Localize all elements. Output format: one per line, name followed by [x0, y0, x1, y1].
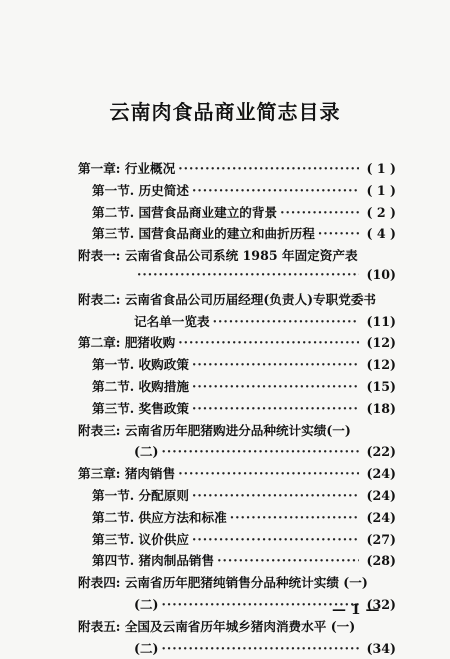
- toc-entry: [78, 289, 396, 311]
- toc-entry-page: (24): [366, 487, 396, 503]
- toc-entry-page: (24): [366, 466, 396, 482]
- toc-entry-label: 第三节. 议价供应: [92, 531, 189, 547]
- dot-leader: [178, 161, 359, 176]
- toc-entry-label: 附表二: 云南省食品公司历届经理(负责人)专职党委书: [78, 291, 377, 307]
- toc-entry-label: 第一章: 行业概况: [78, 161, 176, 176]
- table-of-contents: [78, 158, 396, 659]
- toc-entry: [78, 550, 396, 572]
- toc-entry-page: (15): [366, 378, 396, 394]
- toc-entry-page: (10): [366, 266, 396, 282]
- page-title: 云南肉食品商业简志目录: [109, 100, 341, 124]
- toc-entry-label: 第二章: 肥猪收购: [78, 335, 176, 351]
- toc-entry-page: (32): [366, 596, 396, 612]
- dot-leader: [162, 444, 359, 459]
- toc-entry-label: 附表一: 云南省食品公司系统 1985 年固定资产表: [78, 248, 358, 264]
- dot-leader: [192, 183, 359, 198]
- toc-entry: [78, 376, 396, 398]
- dot-leader: [137, 267, 359, 282]
- toc-entry: [78, 354, 396, 376]
- toc-entry: [78, 638, 396, 659]
- toc-entry-label: 第一节. 分配原则: [92, 487, 189, 503]
- toc-entry-label: 第三节. 国营食品商业的建立和曲折历程: [92, 226, 315, 242]
- toc-entry-label: 附表三: 云南省历年肥猪购进分品种统计实绩(一): [78, 422, 351, 438]
- toc-entry: [78, 223, 396, 245]
- toc-entry: [78, 202, 396, 224]
- toc-entry-label: (二): [134, 596, 159, 612]
- toc-entry: [78, 441, 396, 463]
- toc-entry: [78, 507, 396, 529]
- toc-entry-page: (12): [366, 335, 396, 351]
- toc-entry-page: ( 4 ): [366, 226, 396, 242]
- page-number-footer: — 1 —: [332, 602, 380, 618]
- toc-entry: [78, 332, 396, 354]
- dot-leader: [192, 357, 359, 372]
- dot-leader: [192, 401, 359, 416]
- dot-leader: [192, 488, 359, 503]
- dot-leader: [162, 641, 359, 656]
- toc-entry-label: 附表五: 全国及云南省历年城乡猪肉消费水平 (一): [78, 618, 356, 634]
- toc-entry-page: (27): [366, 531, 396, 547]
- dot-leader: [178, 466, 359, 481]
- toc-entry-page: ( 2 ): [366, 204, 396, 220]
- toc-entry-label: 第三节. 奖售政策: [92, 400, 189, 416]
- toc-entry-page: (34): [366, 640, 396, 656]
- toc-entry: [78, 463, 396, 485]
- toc-entry: [78, 485, 396, 507]
- toc-entry-label: (二): [134, 640, 159, 656]
- toc-entry-label: 第二节. 国营食品商业建立的背景: [92, 204, 278, 220]
- toc-entry-page: (22): [366, 444, 396, 460]
- dot-leader: [318, 226, 359, 241]
- toc-entry-label: 第四节. 猪肉制品销售: [92, 553, 215, 569]
- toc-entry-label: 第一节. 历史简述: [92, 182, 189, 198]
- toc-entry-page: ( 1 ): [366, 161, 396, 176]
- toc-entry-page: (12): [366, 357, 396, 373]
- toc-entry: [78, 158, 396, 180]
- dot-leader: [192, 379, 359, 394]
- toc-entry: [78, 529, 396, 551]
- toc-entry: [78, 398, 396, 420]
- toc-entry: [78, 180, 396, 202]
- toc-entry-label: 第三章: 猪肉销售: [78, 466, 176, 482]
- dot-leader: [178, 335, 359, 350]
- toc-entry-page: (28): [366, 553, 396, 569]
- toc-entry: [78, 245, 396, 267]
- toc-entry-page: (11): [366, 313, 396, 329]
- toc-entry-page: ( 1 ): [366, 182, 396, 198]
- toc-entry: [78, 267, 396, 289]
- toc-entry-label: 第二节. 收购措施: [92, 378, 189, 394]
- toc-entry-page: (18): [366, 400, 396, 416]
- toc-entry-label: 第一节. 收购政策: [92, 357, 189, 373]
- toc-entry: [78, 616, 396, 638]
- toc-entry-label: (二): [134, 444, 159, 460]
- toc-entry: [78, 420, 396, 442]
- dot-leader: [217, 553, 359, 568]
- toc-entry-label: 第二节. 供应方法和标准: [92, 509, 227, 525]
- toc-entry: [78, 311, 396, 333]
- toc-entry: [78, 572, 396, 594]
- dot-leader: [192, 532, 359, 547]
- dot-leader: [230, 510, 359, 525]
- toc-entry-page: (24): [366, 509, 396, 525]
- dot-leader: [280, 205, 359, 220]
- dot-leader: [162, 597, 359, 612]
- dot-leader: [213, 314, 359, 329]
- toc-entry-label: 附表四: 云南省历年肥猪纯销售分品种统计实绩 (一): [78, 575, 368, 591]
- toc-entry-label: 记名单一览表: [134, 313, 210, 329]
